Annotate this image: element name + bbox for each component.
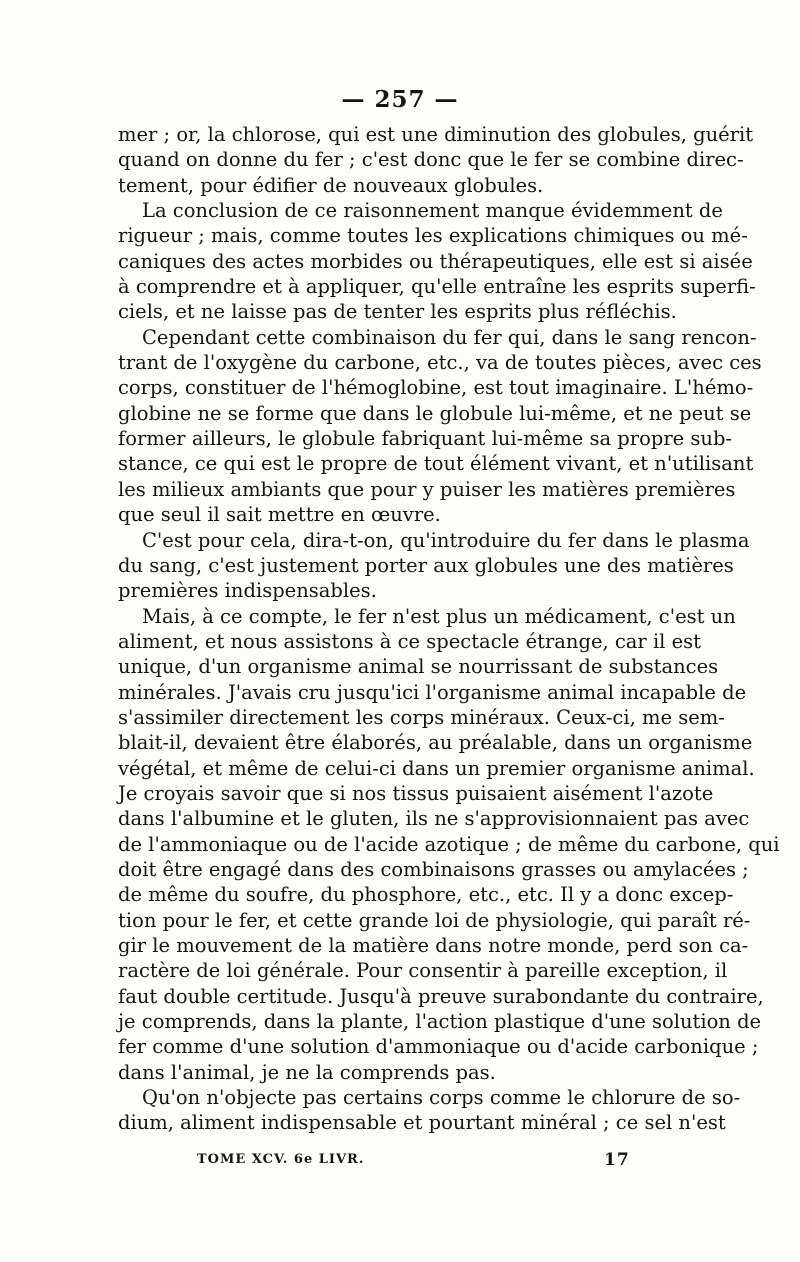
text-line: minérales. J'avais cru jusqu'ici l'organisme animal incapable de bbox=[118, 680, 747, 704]
text-line: blait-il, devaient être élaborés, au préalable, dans un organisme bbox=[118, 731, 753, 755]
text-line: globine ne se forme que dans le globule lui-même, et ne peut se bbox=[118, 401, 752, 425]
text-line: s'assimiler directement les corps minéraux. Ceux-ci, me sem- bbox=[118, 705, 725, 729]
text-line: Qu'on n'objecte pas certains corps comme le chlorure de so- bbox=[142, 1086, 741, 1110]
page-number: — 257 — bbox=[341, 86, 459, 113]
body-text bbox=[118, 122, 780, 1136]
text-line: rigueur ; mais, comme toutes les explications chimiques ou mé- bbox=[118, 224, 748, 248]
text-line: quand on donne du fer ; c'est donc que le fer se combine direc- bbox=[118, 148, 744, 172]
text-line: tion pour le fer, et cette grande loi de physiologie, qui paraît ré- bbox=[118, 908, 751, 932]
text-line: premières indispensables. bbox=[118, 579, 377, 603]
text-line: dans l'animal, je ne la comprends pas. bbox=[118, 1060, 496, 1084]
signature-number: 17 bbox=[604, 1150, 630, 1170]
text-line: La conclusion de ce raisonnement manque évidemment de bbox=[142, 199, 723, 223]
text-line: dium, aliment indispensable et pourtant minéral ; ce sel n'est bbox=[118, 1111, 726, 1135]
text-line: végétal, et même de celui-ci dans un premier organisme animal. bbox=[118, 756, 755, 780]
text-line: former ailleurs, le globule fabriquant lui-même sa propre sub- bbox=[118, 427, 733, 451]
text-line: C'est pour cela, dira-t-on, qu'introduire du fer dans le plasma bbox=[142, 528, 750, 552]
signature-mark: TOME XCV. 6e LIVR. bbox=[197, 1152, 365, 1167]
text-line: du sang, c'est justement porter aux globules une des matières bbox=[118, 553, 734, 577]
text-line: corps, constituer de l'hémoglobine, est tout imaginaire. L'hémo- bbox=[118, 376, 754, 400]
text-line: dans l'albumine et le gluten, ils ne s'approvisionnaient pas avec bbox=[118, 807, 750, 831]
text-line: caniques des actes morbides ou thérapeutiques, elle est si aisée bbox=[118, 249, 753, 273]
text-line: aliment, et nous assistons à ce spectacle étrange, car il est bbox=[118, 629, 702, 653]
text-line: je comprends, dans la plante, l'action plastique d'une solution de bbox=[118, 1010, 762, 1034]
text-line: de l'ammoniaque ou de l'acide azotique ; de même du carbone, qui bbox=[118, 832, 780, 856]
text-line: mer ; or, la chlorose, qui est une diminution des globules, guérit bbox=[118, 123, 754, 146]
text-line: ractère de loi générale. Pour consentir à pareille exception, il bbox=[118, 959, 728, 983]
page-footer bbox=[0, 1152, 800, 1172]
text-line: ciels, et ne laisse pas de tenter les esprits plus réfléchis. bbox=[118, 300, 677, 324]
text-line: de même du soufre, du phosphore, etc., etc. Il y a donc excep- bbox=[118, 883, 734, 907]
text-line: stance, ce qui est le propre de tout élément vivant, et n'utilisant bbox=[118, 452, 754, 476]
text-line: doit être engagé dans des combinaisons grasses ou amylacées ; bbox=[118, 857, 749, 881]
text-line: que seul il sait mettre en œuvre. bbox=[118, 503, 441, 527]
text-line: tement, pour édifier de nouveaux globules. bbox=[118, 173, 544, 197]
text-line: Mais, à ce compte, le fer n'est plus un médicament, c'est un bbox=[142, 604, 736, 628]
text-line: Cependant cette combinaison du fer qui, dans le sang rencon- bbox=[142, 325, 757, 349]
text-line: fer comme d'une solution d'ammoniaque ou d'acide carbonique ; bbox=[118, 1035, 759, 1059]
text-line: trant de l'oxygène du carbone, etc., va de toutes pièces, avec ces bbox=[118, 351, 762, 375]
text-line: Je croyais savoir que si nos tissus puisaient aisément l'azote bbox=[118, 781, 714, 805]
text-line: à comprendre et à appliquer, qu'elle entraîne les esprits superfi- bbox=[118, 275, 756, 299]
text-line: gir le mouvement de la matière dans notre monde, perd son ca- bbox=[118, 934, 749, 957]
text-line: unique, d'un organisme animal se nourrissant de substances bbox=[118, 655, 719, 679]
text-line: faut double certitude. Jusqu'à preuve surabondante du contraire, bbox=[118, 984, 764, 1008]
text-line: les milieux ambiants que pour y puiser les matières premières bbox=[118, 477, 736, 501]
